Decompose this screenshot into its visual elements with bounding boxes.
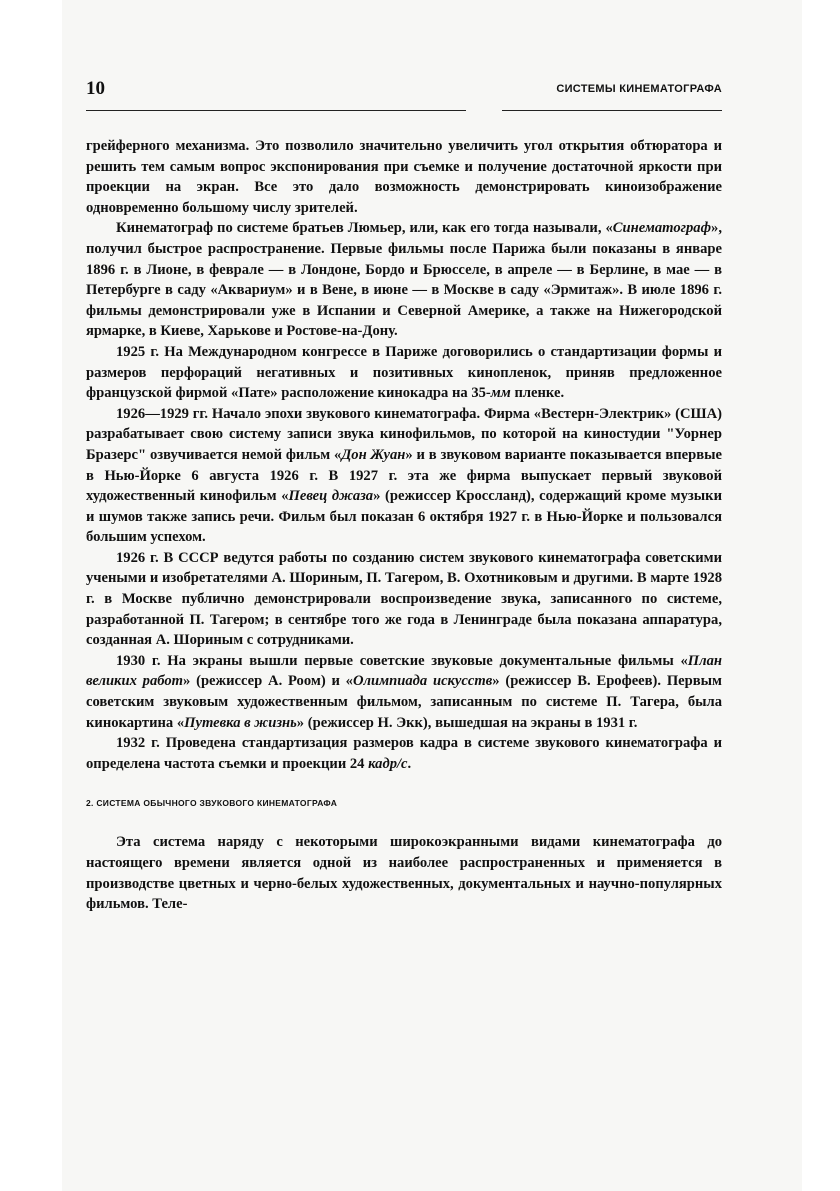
text-run: грейферного механизма. Это позволило значительно увеличить угол открытия обтюратора и решить тем самым вопрос экспонирования при съемке и получение достаточной яркости при проекции на экран. Все это дало возможность демонстрировать кинoизображение одновременно большому числу зрителей. [86, 138, 722, 216]
text-run: 1932 г. Проведена стандартизация размеров кадра в системе звукового кинематографа и определена частота съемки и проекции 24 [86, 735, 722, 772]
text-run: 1930 г. На экраны вышли первые советские звуковые документальные фильмы « [116, 652, 688, 669]
italic-title: Дон Жуан [341, 446, 406, 463]
body-text [86, 136, 722, 915]
italic-title: План великих работ [86, 652, 722, 690]
section-heading: 2. СИСТЕМА ОБЫЧНОГО ЗВУКОВОГО КИНЕМАТОГРАФА [86, 798, 338, 809]
italic-title: Синематограф [612, 220, 712, 237]
text-run: Кинематограф по системе братьев Люмьер, или, как его тогда называли, « [116, 220, 613, 237]
text-run: 1926 г. В СССР ведутся работы по созданию систем звукового кинематографа советскими учеными и изобретателями А. Шориным, П. Тагером, В. Охотниковым и другими. В марте 1928 г. в Москве публично демонстрировали воспроизведение звука, записанного по системе, разработанной П. Тагером; в сентябре того же года в Ленинграде была показана аппаратура, созданная А. Шориным с сотрудниками. [86, 549, 722, 649]
paragraph-7 [86, 733, 722, 774]
text-run: » (режиссер Кроссланд), содержащий кроме музыки и шумов также запись речи. Фильм был показан 6 октября 1927 г. в Нью-Йорке и пользовался большим успехом. [86, 488, 722, 546]
text-run: 1925 г. На Международном конгрессе в Париже договорились о стандартизации формы и размеров перфораций негативных и позитивных кинопленок, приняв предложенное французской фирмой «Пате» расположение кинокадра на 35- [86, 343, 722, 402]
italic-title: Олимпиада искусств [352, 673, 493, 690]
paragraph-4 [86, 404, 722, 548]
section-paragraph: Эта система наряду с некоторыми широкоэкранными видами кинематографа до настоящего времени является одной из наиболее распространенных и применяется в производстве цветных и черно-белых художественных, документальных и научно-популярных фильмов. Теле- [86, 834, 722, 913]
text-run: » (режиссер А. Роом) и « [183, 673, 353, 690]
page-header [86, 76, 722, 106]
italic-title: кадр/с [368, 755, 408, 772]
text-run: . [407, 755, 412, 772]
header-rule-left [86, 110, 466, 111]
text-run: », получил быстрое распространение. Первые фильмы после Парижа были показаны в январе 1896 г. в Лионе, в феврале — в Лондоне, Бордо и Брюсселе, в апреле — в Берлине, в мае — в Петербурге в саду «Аквариум» и в Вене, в июне — в Москве в саду «Эрмитаж». В июле 1896 г. фильмы демонстрировали уже в Испании и Северной Америке, а также на Нижегородской ярмарке, в Киеве, Харькове и Ростове-на-Дону. [86, 220, 722, 340]
text-run: пленке. [510, 385, 565, 402]
text-run: » и в звуковом варианте показывается впервые в Нью-Йорке 6 августа 1926 г. В 1927 г. эта же фирма выпускает первый звуковой художественный кинофильм « [86, 446, 722, 505]
paragraph-2 [86, 218, 722, 342]
running-title: СИСТЕМЫ КИНЕМАТОГРАФА [556, 83, 722, 95]
paragraph-1 [86, 136, 722, 218]
paragraph-3 [86, 342, 722, 404]
italic-title: мм [490, 385, 511, 402]
paragraph-6 [86, 651, 722, 733]
italic-title: Путевка в жизнь [184, 714, 297, 731]
paragraph-5 [86, 548, 722, 651]
header-rule-right [502, 110, 722, 111]
italic-title: Певец джаза [288, 488, 374, 505]
text-run: 1926—1929 гг. Начало эпохи звукового кинематографа. Фирма «Вестерн-Электрик» (США) разрабатывает свою систему записи звука кинофильмов, по которой на киностудии "Уорнер Бразерс" озвучивается немой фильм « [86, 405, 722, 463]
text-run: » (режиссер В. Ерофеев). Первым советским звуковым художественным фильмом, записанным по системе П. Тагера, была кинокартина « [86, 673, 722, 731]
text-run: » (режиссер Н. Экк), вышедшая на экраны в 1931 г. [296, 714, 638, 731]
page-number: 10 [86, 78, 105, 99]
